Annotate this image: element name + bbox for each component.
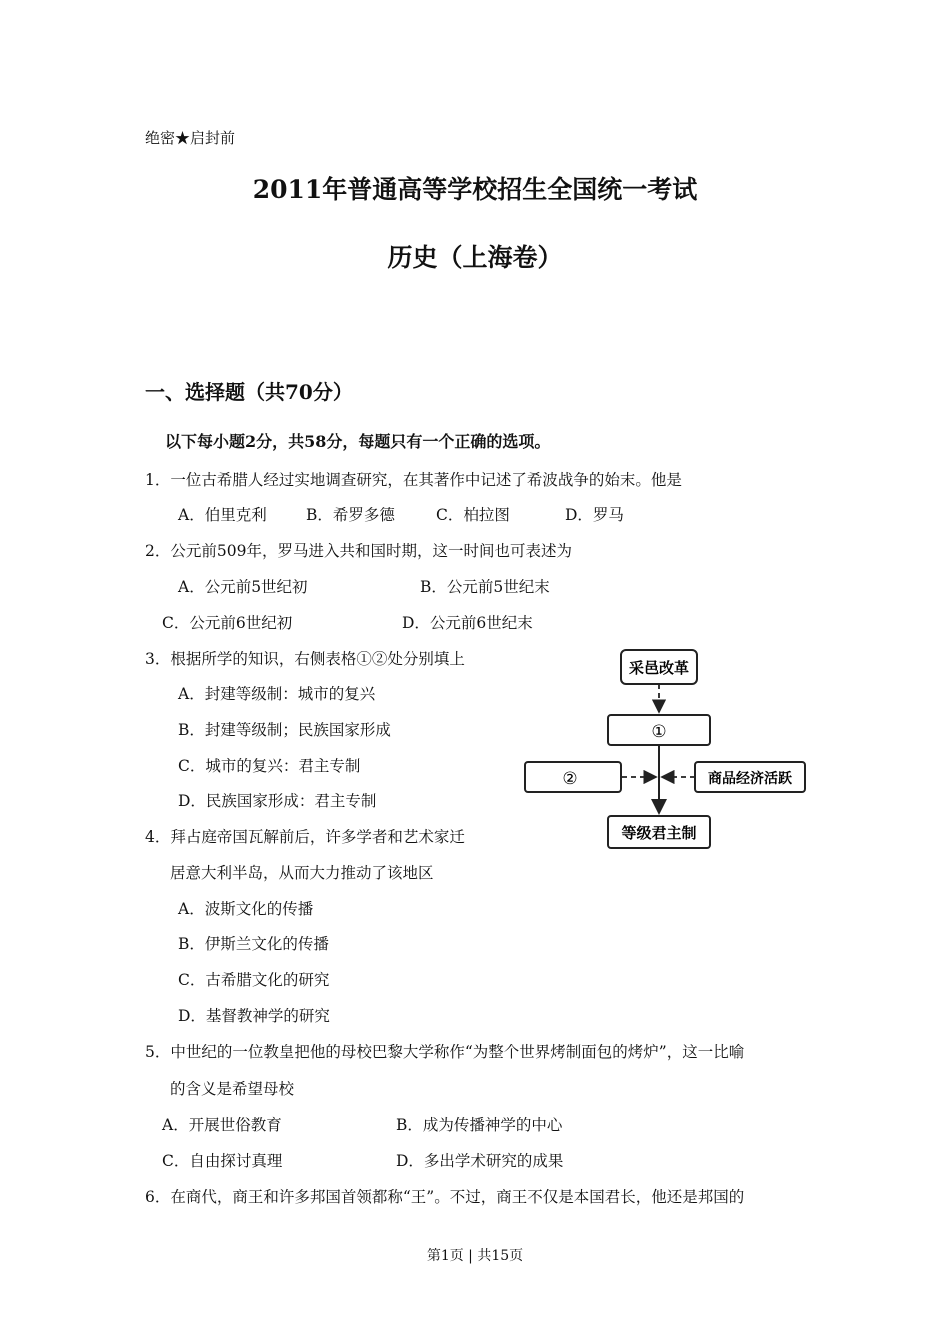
question-5-stem-line1: 5．中世纪的一位教皇把他的母校巴黎大学称作“为整个世界烤制面包的烤炉”，这一比喻 [145, 1043, 745, 1061]
diagram-box-right-label: 商品经济活跃 [708, 771, 792, 787]
question-3-option-c: C．城市的复兴：君主专制 [178, 757, 361, 775]
question-4-option-c: C．古希腊文化的研究 [178, 971, 330, 989]
question-4-option-b: B．伊斯兰文化的传播 [178, 935, 329, 953]
secret-mark: 绝密★启封前 [145, 129, 236, 147]
question-5-option-a: A．开展世俗教育 [162, 1116, 282, 1134]
question-1-option-b: B．希罗多德 [306, 506, 395, 524]
question-4-stem-line1: 4．拜占庭帝国瓦解前后，许多学者和艺术家迁 [145, 828, 465, 846]
diagram-box-bottom-label: 等级君主制 [621, 824, 697, 842]
question-1-option-c: C．柏拉图 [436, 506, 510, 524]
section-heading: 一、选择题（共70分） [145, 380, 353, 404]
question-3-option-b: B．封建等级制；民族国家形成 [178, 721, 391, 739]
question-2-option-c: C．公元前6世纪初 [162, 614, 293, 632]
question-2-stem: 2．公元前509年，罗马进入共和国时期，这一时间也可表述为 [145, 542, 572, 560]
question-5-stem-line2: 的含义是希望母校 [170, 1080, 295, 1098]
diagram-box-top-label: 采邑改革 [628, 659, 690, 677]
question-6-stem: 6．在商代，商王和许多邦国首领都称“王”。不过，商王不仅是本国君长，他还是邦国的 [145, 1188, 745, 1206]
question-3-option-d: D．民族国家形成：君主专制 [178, 792, 377, 810]
question-4-option-d: D．基督教神学的研究 [178, 1007, 330, 1025]
question-1-option-a: A．伯里克利 [178, 506, 267, 524]
question-2-option-b: B．公元前5世纪末 [420, 578, 550, 596]
exam-title: 2011年普通高等学校招生全国统一考试 [252, 175, 698, 204]
question-1-stem: 1．一位古希腊人经过实地调查研究，在其著作中记述了希波战争的始末。他是 [145, 471, 682, 489]
question-4-stem-line2: 居意大利半岛，从而大力推动了该地区 [170, 864, 434, 882]
page-footer: 第1页 | 共15页 [426, 1248, 524, 1264]
question-2-option-d: D．公元前6世纪末 [402, 614, 533, 632]
question-4-option-a: A．波斯文化的传播 [178, 900, 314, 918]
question-3-stem: 3．根据所学的知识，右侧表格①②处分别填上 [145, 650, 465, 668]
section-instruction: 以下每小题2分，共58分，每题只有一个正确的选项。 [165, 432, 551, 451]
question-5-option-c: C．自由探讨真理 [162, 1152, 283, 1170]
exam-subtitle: 历史（上海卷） [387, 243, 563, 272]
question-5-option-d: D．多出学术研究的成果 [396, 1152, 564, 1170]
question-3-option-a: A．封建等级制：城市的复兴 [178, 685, 376, 703]
diagram-box-2-label: ② [562, 769, 578, 789]
question-5-option-b: B．成为传播神学的中心 [396, 1116, 563, 1134]
flow-diagram [520, 645, 810, 860]
question-1-option-d: D．罗马 [565, 506, 624, 524]
question-2-option-a: A．公元前5世纪初 [178, 578, 308, 596]
diagram-box-1-label: ① [651, 722, 667, 742]
